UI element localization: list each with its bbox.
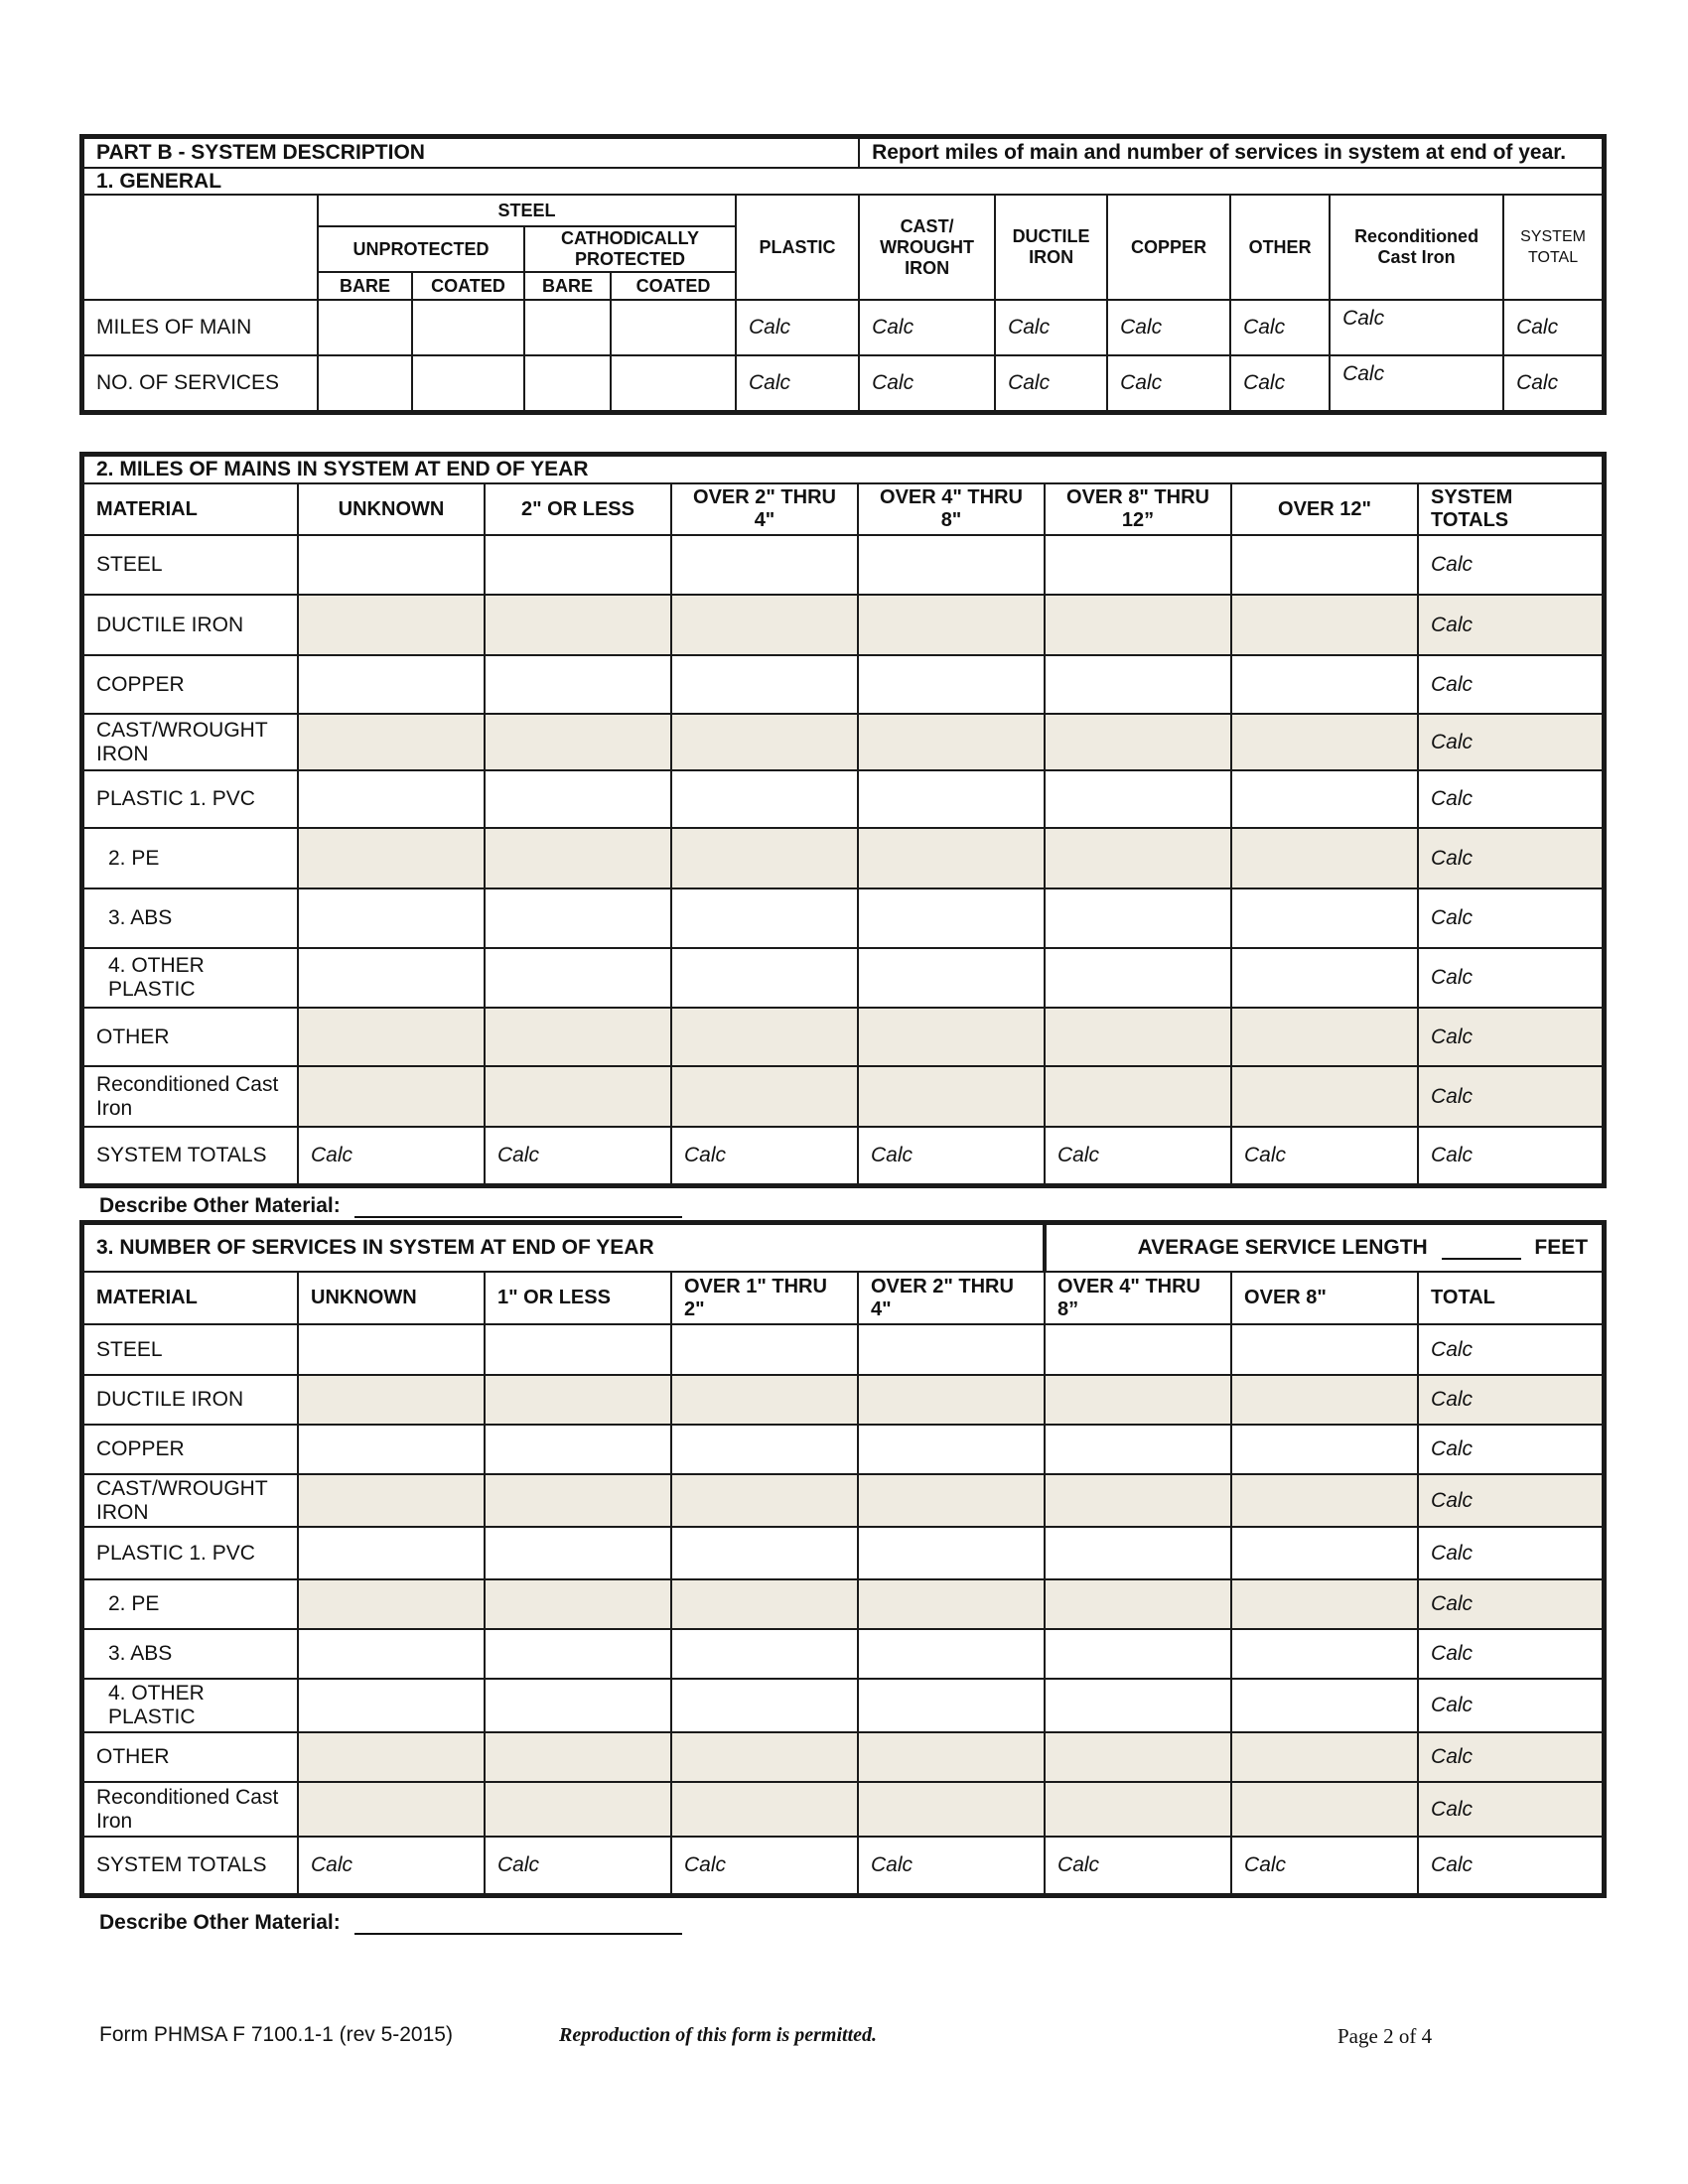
input-cell[interactable] bbox=[1231, 948, 1418, 1008]
input-cell[interactable] bbox=[858, 1324, 1045, 1375]
input-cell[interactable] bbox=[298, 1527, 485, 1579]
corner-cell bbox=[83, 195, 318, 300]
general-table bbox=[82, 137, 1604, 412]
calc-cell: Calc bbox=[1418, 1324, 1603, 1375]
calc-cell: Calc bbox=[736, 300, 859, 355]
calc-cell: Calc bbox=[485, 1837, 671, 1894]
row-label: COPPER bbox=[83, 1425, 298, 1474]
input-cell[interactable] bbox=[671, 655, 858, 714]
row-label: MILES OF MAIN bbox=[83, 300, 318, 355]
input-cell[interactable] bbox=[1045, 595, 1231, 655]
input-cell[interactable] bbox=[485, 828, 671, 888]
input-cell[interactable] bbox=[1045, 1324, 1231, 1375]
input-cell[interactable] bbox=[485, 1732, 671, 1782]
row-label: 3. ABS bbox=[83, 888, 298, 948]
input-cell[interactable] bbox=[298, 1679, 485, 1732]
input-cell[interactable] bbox=[524, 300, 611, 355]
input-cell[interactable] bbox=[611, 300, 736, 355]
input-cell[interactable] bbox=[1231, 1629, 1418, 1679]
input-cell[interactable] bbox=[671, 1474, 858, 1527]
table-row bbox=[83, 300, 1603, 355]
totals-row bbox=[83, 1127, 1603, 1184]
calc-cell: Calc bbox=[1418, 1375, 1603, 1425]
input-cell[interactable] bbox=[671, 888, 858, 948]
input-cell[interactable] bbox=[671, 1008, 858, 1066]
row-label: 2. PE bbox=[83, 1579, 298, 1629]
input-cell[interactable] bbox=[858, 948, 1045, 1008]
column-header: 1" OR LESS bbox=[485, 1272, 671, 1324]
calc-cell: Calc bbox=[1418, 948, 1603, 1008]
input-cell[interactable] bbox=[298, 888, 485, 948]
calc-cell: Calc bbox=[1418, 535, 1603, 595]
table-row bbox=[83, 1679, 1603, 1732]
ductile-iron-header: DUCTILE IRON bbox=[995, 195, 1107, 300]
input-cell[interactable] bbox=[1231, 1782, 1418, 1837]
calc-cell: Calc bbox=[1418, 770, 1603, 828]
calc-cell: Calc bbox=[1503, 355, 1603, 411]
input-cell[interactable] bbox=[485, 948, 671, 1008]
input-cell[interactable] bbox=[1045, 828, 1231, 888]
reconditioned-header: Reconditioned Cast Iron bbox=[1330, 195, 1503, 300]
column-header: TOTAL bbox=[1418, 1272, 1603, 1324]
column-header: MATERIAL bbox=[83, 483, 298, 535]
input-cell[interactable] bbox=[1231, 1066, 1418, 1127]
input-cell[interactable] bbox=[298, 714, 485, 770]
input-cell[interactable] bbox=[485, 655, 671, 714]
table-row bbox=[83, 1732, 1603, 1782]
input-cell[interactable] bbox=[298, 1375, 485, 1425]
input-cell[interactable] bbox=[671, 770, 858, 828]
calc-cell: Calc bbox=[1230, 300, 1330, 355]
steel-header: STEEL bbox=[318, 195, 736, 226]
input-cell[interactable] bbox=[412, 355, 524, 411]
row-label: 3. ABS bbox=[83, 1629, 298, 1679]
calc-cell: Calc bbox=[1045, 1837, 1231, 1894]
calc-cell: Calc bbox=[298, 1127, 485, 1184]
input-cell[interactable] bbox=[1045, 714, 1231, 770]
page-number: Page 2 of 4 bbox=[1337, 2024, 1433, 2048]
calc-cell: Calc bbox=[1418, 1127, 1603, 1184]
plastic-header: PLASTIC bbox=[736, 195, 859, 300]
coated-header: COATED bbox=[611, 272, 736, 300]
describe-other-material-services bbox=[99, 1911, 682, 1935]
input-cell[interactable] bbox=[1231, 828, 1418, 888]
bare-header: BARE bbox=[524, 272, 611, 300]
input-cell[interactable] bbox=[858, 1008, 1045, 1066]
input-cell[interactable] bbox=[1045, 1679, 1231, 1732]
calc-cell: Calc bbox=[1418, 1732, 1603, 1782]
input-cell[interactable] bbox=[1231, 1527, 1418, 1579]
input-cell[interactable] bbox=[485, 1474, 671, 1527]
table-row bbox=[83, 888, 1603, 948]
input-cell[interactable] bbox=[485, 1629, 671, 1679]
input-cell[interactable] bbox=[485, 1066, 671, 1127]
input-cell[interactable] bbox=[671, 1782, 858, 1837]
calc-cell: Calc bbox=[1418, 1837, 1603, 1894]
column-header: MATERIAL bbox=[83, 1272, 298, 1324]
table-row bbox=[83, 1066, 1603, 1127]
describe-other-label: Describe Other Material: bbox=[99, 1194, 341, 1217]
calc-cell: Calc bbox=[736, 355, 859, 411]
part-b-note: Report miles of main and number of services in system at end of year. bbox=[859, 138, 1603, 168]
input-cell[interactable] bbox=[298, 1629, 485, 1679]
input-cell[interactable] bbox=[858, 1066, 1045, 1127]
input-cell[interactable] bbox=[485, 595, 671, 655]
input-cell[interactable] bbox=[858, 770, 1045, 828]
input-cell[interactable] bbox=[485, 770, 671, 828]
input-cell[interactable] bbox=[858, 1375, 1045, 1425]
column-header: OVER 4" THRU 8" bbox=[858, 483, 1045, 535]
calc-cell: Calc bbox=[1330, 300, 1503, 355]
calc-cell: Calc bbox=[995, 300, 1107, 355]
totals-label: SYSTEM TOTALS bbox=[83, 1837, 298, 1894]
calc-cell: Calc bbox=[1418, 595, 1603, 655]
calc-cell: Calc bbox=[1503, 300, 1603, 355]
column-header: OVER 12" bbox=[1231, 483, 1418, 535]
input-cell[interactable] bbox=[485, 1008, 671, 1066]
services-table bbox=[82, 1223, 1604, 1895]
coated-header: COATED bbox=[412, 272, 524, 300]
input-cell[interactable] bbox=[298, 1008, 485, 1066]
input-cell[interactable] bbox=[858, 1527, 1045, 1579]
row-label: NO. OF SERVICES bbox=[83, 355, 318, 411]
input-cell[interactable] bbox=[1231, 770, 1418, 828]
input-cell[interactable] bbox=[1231, 1474, 1418, 1527]
input-cell[interactable] bbox=[485, 1375, 671, 1425]
row-label: CAST/WROUGHT IRON bbox=[83, 714, 298, 770]
input-cell[interactable] bbox=[671, 535, 858, 595]
bare-header: BARE bbox=[318, 272, 412, 300]
calc-cell: Calc bbox=[1418, 1008, 1603, 1066]
calc-cell: Calc bbox=[1418, 714, 1603, 770]
input-cell[interactable] bbox=[1045, 1474, 1231, 1527]
input-cell[interactable] bbox=[1045, 888, 1231, 948]
calc-cell: Calc bbox=[1418, 828, 1603, 888]
input-cell[interactable] bbox=[485, 1324, 671, 1375]
column-header: OVER 1" THRU 2" bbox=[671, 1272, 858, 1324]
calc-cell: Calc bbox=[1230, 355, 1330, 411]
row-label: Reconditioned Cast Iron bbox=[83, 1066, 298, 1127]
avg-length-input[interactable] bbox=[1442, 1240, 1521, 1260]
input-cell[interactable] bbox=[858, 535, 1045, 595]
input-cell[interactable] bbox=[858, 1579, 1045, 1629]
input-cell[interactable] bbox=[485, 1527, 671, 1579]
calc-cell: Calc bbox=[1045, 1127, 1231, 1184]
input-cell[interactable] bbox=[298, 535, 485, 595]
column-header: 2" OR LESS bbox=[485, 483, 671, 535]
calc-cell: Calc bbox=[1107, 300, 1230, 355]
input-cell[interactable] bbox=[1045, 948, 1231, 1008]
column-header: OVER 8" bbox=[1231, 1272, 1418, 1324]
input-cell[interactable] bbox=[858, 888, 1045, 948]
describe-other-input[interactable] bbox=[354, 1196, 682, 1218]
input-cell[interactable] bbox=[1231, 714, 1418, 770]
table-row bbox=[83, 714, 1603, 770]
cast-wrought-iron-header: CAST/ WROUGHT IRON bbox=[859, 195, 995, 300]
input-cell[interactable] bbox=[858, 1474, 1045, 1527]
calc-cell: Calc bbox=[858, 1127, 1045, 1184]
input-cell[interactable] bbox=[1231, 1579, 1418, 1629]
row-label: DUCTILE IRON bbox=[83, 1375, 298, 1425]
row-label: COPPER bbox=[83, 655, 298, 714]
input-cell[interactable] bbox=[1045, 1066, 1231, 1127]
calc-cell: Calc bbox=[1418, 1629, 1603, 1679]
input-cell[interactable] bbox=[298, 1066, 485, 1127]
row-label: 2. PE bbox=[83, 828, 298, 888]
input-cell[interactable] bbox=[1231, 1324, 1418, 1375]
section2-title: 2. MILES OF MAINS IN SYSTEM AT END OF YEAR bbox=[83, 456, 1603, 483]
input-cell[interactable] bbox=[1231, 595, 1418, 655]
reproduction-notice: Reproduction of this form is permitted. bbox=[559, 2024, 878, 2046]
part-b-title: PART B - SYSTEM DESCRIPTION bbox=[83, 138, 859, 168]
input-cell[interactable] bbox=[1045, 1732, 1231, 1782]
input-cell[interactable] bbox=[1045, 1782, 1231, 1837]
totals-label: SYSTEM TOTALS bbox=[83, 1127, 298, 1184]
column-header: SYSTEM TOTALS bbox=[1418, 483, 1603, 535]
input-cell[interactable] bbox=[671, 1066, 858, 1127]
input-cell[interactable] bbox=[298, 595, 485, 655]
calc-cell: Calc bbox=[1418, 655, 1603, 714]
input-cell[interactable] bbox=[1231, 1679, 1418, 1732]
calc-cell: Calc bbox=[1107, 355, 1230, 411]
input-cell[interactable] bbox=[858, 828, 1045, 888]
calc-cell: Calc bbox=[1418, 888, 1603, 948]
row-label: CAST/WROUGHT IRON bbox=[83, 1474, 298, 1527]
input-cell[interactable] bbox=[298, 1425, 485, 1474]
column-header: OVER 2" THRU 4" bbox=[858, 1272, 1045, 1324]
table-row bbox=[83, 1629, 1603, 1679]
input-cell[interactable] bbox=[1231, 888, 1418, 948]
table-row bbox=[83, 1324, 1603, 1375]
input-cell[interactable] bbox=[298, 1732, 485, 1782]
row-label: PLASTIC 1. PVC bbox=[83, 770, 298, 828]
input-cell[interactable] bbox=[671, 1425, 858, 1474]
input-cell[interactable] bbox=[485, 1782, 671, 1837]
describe-other-material bbox=[99, 1194, 682, 1218]
input-cell[interactable] bbox=[671, 828, 858, 888]
table-row bbox=[83, 1474, 1603, 1527]
input-cell[interactable] bbox=[1045, 770, 1231, 828]
input-cell[interactable] bbox=[858, 714, 1045, 770]
input-cell[interactable] bbox=[318, 300, 412, 355]
input-cell[interactable] bbox=[485, 714, 671, 770]
table-row bbox=[83, 828, 1603, 888]
input-cell[interactable] bbox=[298, 828, 485, 888]
input-cell[interactable] bbox=[671, 1732, 858, 1782]
table-row bbox=[83, 1375, 1603, 1425]
describe-other-input[interactable] bbox=[354, 1913, 682, 1935]
input-cell[interactable] bbox=[858, 1782, 1045, 1837]
input-cell[interactable] bbox=[298, 1579, 485, 1629]
input-cell[interactable] bbox=[1045, 535, 1231, 595]
table-row bbox=[83, 595, 1603, 655]
input-cell[interactable] bbox=[318, 355, 412, 411]
input-cell[interactable] bbox=[1231, 535, 1418, 595]
input-cell[interactable] bbox=[1045, 1629, 1231, 1679]
calc-cell: Calc bbox=[1330, 355, 1503, 411]
avg-length-label: AVERAGE SERVICE LENGTH bbox=[1137, 1236, 1428, 1259]
input-cell[interactable] bbox=[298, 655, 485, 714]
section3-title: 3. NUMBER OF SERVICES IN SYSTEM AT END OF YEAR bbox=[83, 1224, 1045, 1272]
average-service-length bbox=[1045, 1224, 1603, 1272]
calc-cell: Calc bbox=[1418, 1474, 1603, 1527]
calc-cell: Calc bbox=[671, 1837, 858, 1894]
calc-cell: Calc bbox=[298, 1837, 485, 1894]
mains-table bbox=[82, 455, 1604, 1185]
copper-header: COPPER bbox=[1107, 195, 1230, 300]
input-cell[interactable] bbox=[1045, 1579, 1231, 1629]
input-cell[interactable] bbox=[524, 355, 611, 411]
calc-cell: Calc bbox=[1231, 1837, 1418, 1894]
row-label: OTHER bbox=[83, 1008, 298, 1066]
input-cell[interactable] bbox=[485, 1679, 671, 1732]
table-row bbox=[83, 770, 1603, 828]
unprotected-header: UNPROTECTED bbox=[318, 226, 524, 272]
input-cell[interactable] bbox=[298, 770, 485, 828]
input-cell[interactable] bbox=[858, 1679, 1045, 1732]
form-id: Form PHMSA F 7100.1-1 (rev 5-2015) bbox=[99, 2023, 453, 2046]
input-cell[interactable] bbox=[298, 1324, 485, 1375]
row-label: DUCTILE IRON bbox=[83, 595, 298, 655]
table-row bbox=[83, 655, 1603, 714]
cathodic-header: CATHODICALLY PROTECTED bbox=[524, 226, 736, 272]
input-cell[interactable] bbox=[1231, 1732, 1418, 1782]
system-total-header: SYSTEM TOTAL bbox=[1503, 195, 1603, 300]
calc-cell: Calc bbox=[995, 355, 1107, 411]
calc-cell: Calc bbox=[485, 1127, 671, 1184]
calc-cell: Calc bbox=[1418, 1066, 1603, 1127]
column-header: OVER 8" THRU 12” bbox=[1045, 483, 1231, 535]
input-cell[interactable] bbox=[858, 1425, 1045, 1474]
input-cell[interactable] bbox=[671, 948, 858, 1008]
describe-other-label: Describe Other Material: bbox=[99, 1911, 341, 1934]
calc-cell: Calc bbox=[1418, 1425, 1603, 1474]
table-row bbox=[83, 948, 1603, 1008]
column-header: OVER 2" THRU 4" bbox=[671, 483, 858, 535]
row-label: STEEL bbox=[83, 1324, 298, 1375]
input-cell[interactable] bbox=[858, 1629, 1045, 1679]
calc-cell: Calc bbox=[1418, 1579, 1603, 1629]
input-cell[interactable] bbox=[485, 1425, 671, 1474]
table-row bbox=[83, 535, 1603, 595]
input-cell[interactable] bbox=[298, 948, 485, 1008]
calc-cell: Calc bbox=[671, 1127, 858, 1184]
input-cell[interactable] bbox=[671, 1629, 858, 1679]
calc-cell: Calc bbox=[858, 1837, 1045, 1894]
input-cell[interactable] bbox=[858, 1732, 1045, 1782]
input-cell[interactable] bbox=[671, 1527, 858, 1579]
input-cell[interactable] bbox=[671, 1579, 858, 1629]
table-row bbox=[83, 1527, 1603, 1579]
input-cell[interactable] bbox=[485, 888, 671, 948]
input-cell[interactable] bbox=[671, 714, 858, 770]
input-cell[interactable] bbox=[671, 1679, 858, 1732]
input-cell[interactable] bbox=[485, 1579, 671, 1629]
input-cell[interactable] bbox=[858, 655, 1045, 714]
input-cell[interactable] bbox=[611, 355, 736, 411]
input-cell[interactable] bbox=[671, 1375, 858, 1425]
input-cell[interactable] bbox=[298, 1474, 485, 1527]
calc-cell: Calc bbox=[859, 300, 995, 355]
input-cell[interactable] bbox=[1231, 1425, 1418, 1474]
input-cell[interactable] bbox=[858, 595, 1045, 655]
input-cell[interactable] bbox=[1045, 1425, 1231, 1474]
table-row bbox=[83, 1425, 1603, 1474]
avg-length-unit: FEET bbox=[1534, 1236, 1589, 1259]
column-header: UNKNOWN bbox=[298, 483, 485, 535]
input-cell[interactable] bbox=[412, 300, 524, 355]
row-label: 4. OTHER PLASTIC bbox=[83, 948, 298, 1008]
input-cell[interactable] bbox=[1045, 655, 1231, 714]
column-header: OVER 4" THRU 8” bbox=[1045, 1272, 1231, 1324]
calc-cell: Calc bbox=[1418, 1679, 1603, 1732]
input-cell[interactable] bbox=[1045, 1527, 1231, 1579]
input-cell[interactable] bbox=[671, 1324, 858, 1375]
input-cell[interactable] bbox=[1231, 655, 1418, 714]
table-row bbox=[83, 355, 1603, 411]
other-header: OTHER bbox=[1230, 195, 1330, 300]
input-cell[interactable] bbox=[1231, 1008, 1418, 1066]
table-row bbox=[83, 1782, 1603, 1837]
row-label: 4. OTHER PLASTIC bbox=[83, 1679, 298, 1732]
row-label: PLASTIC 1. PVC bbox=[83, 1527, 298, 1579]
input-cell[interactable] bbox=[671, 595, 858, 655]
input-cell[interactable] bbox=[1045, 1008, 1231, 1066]
table-row bbox=[83, 1579, 1603, 1629]
calc-cell: Calc bbox=[1418, 1782, 1603, 1837]
column-header: UNKNOWN bbox=[298, 1272, 485, 1324]
calc-cell: Calc bbox=[1231, 1127, 1418, 1184]
section1-title: 1. GENERAL bbox=[83, 168, 1603, 195]
input-cell[interactable] bbox=[298, 1782, 485, 1837]
row-label: STEEL bbox=[83, 535, 298, 595]
input-cell[interactable] bbox=[1045, 1375, 1231, 1425]
row-label: Reconditioned Cast Iron bbox=[83, 1782, 298, 1837]
calc-cell: Calc bbox=[1418, 1527, 1603, 1579]
input-cell[interactable] bbox=[485, 535, 671, 595]
table-row bbox=[83, 1008, 1603, 1066]
calc-cell: Calc bbox=[859, 355, 995, 411]
input-cell[interactable] bbox=[1231, 1375, 1418, 1425]
row-label: OTHER bbox=[83, 1732, 298, 1782]
totals-row bbox=[83, 1837, 1603, 1894]
